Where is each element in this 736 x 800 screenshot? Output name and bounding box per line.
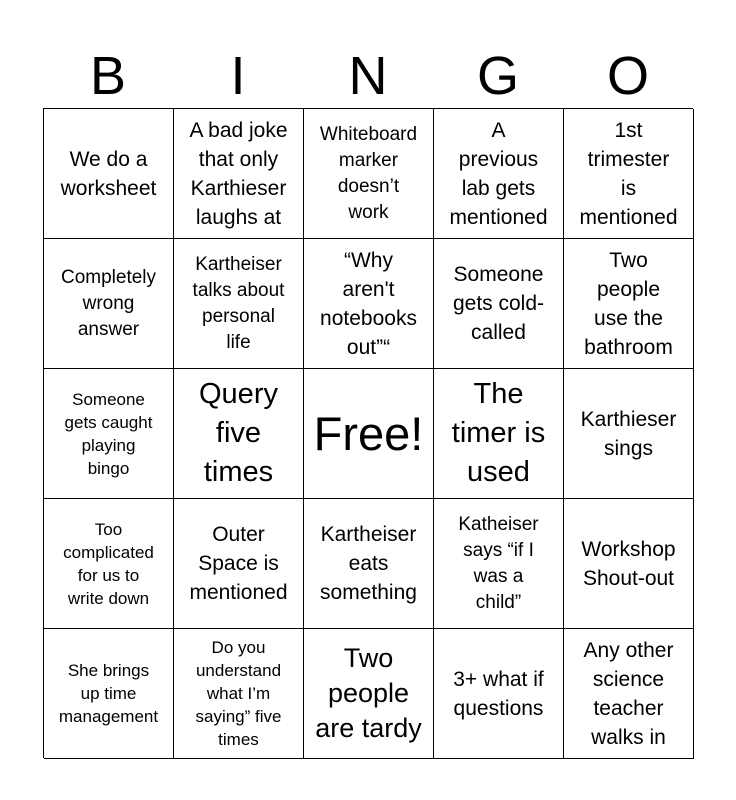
bingo-cell-r1c5[interactable] xyxy=(564,109,694,239)
header-letter-g: G xyxy=(476,46,519,106)
bingo-cell-text: Free! xyxy=(313,407,424,460)
bingo-cell-text: Outer Space is mentioned xyxy=(189,523,288,604)
bingo-cell-text: Karthieser sings xyxy=(580,407,677,460)
bingo-cell-r5c3[interactable] xyxy=(304,629,434,759)
bingo-cell-text: Two people use the bathroom xyxy=(584,248,673,359)
bingo-cell-text: Do you understand what I’m saying” five times xyxy=(195,638,282,749)
bingo-cell-text: Kartheiser talks about personal life xyxy=(192,253,285,353)
bingo-cell-text: Too complicated for us to write down xyxy=(63,519,154,608)
bingo-cell-r5c5[interactable] xyxy=(564,629,694,759)
bingo-cell-text: A previous lab gets mentioned xyxy=(449,118,548,229)
bingo-cell-r1c2[interactable] xyxy=(174,109,304,239)
bingo-cell-r2c2[interactable] xyxy=(174,239,304,369)
header-letter-i: I xyxy=(230,46,246,106)
bingo-cell-r1c4[interactable] xyxy=(434,109,564,239)
bingo-cell-text: Whiteboard marker doesn’t work xyxy=(319,123,418,223)
bingo-cell-text: Query five times xyxy=(199,378,278,488)
bingo-cell-r5c4[interactable] xyxy=(434,629,564,759)
bingo-cell-r4c2[interactable] xyxy=(174,499,304,629)
bingo-cell-r5c2[interactable] xyxy=(174,629,304,759)
bingo-cell-text: Completely wrong answer xyxy=(60,266,157,340)
bingo-cell-text: Two people are tardy xyxy=(315,643,422,743)
bingo-cell-r3c4[interactable] xyxy=(434,369,564,499)
bingo-cell-r1c3[interactable] xyxy=(304,109,434,239)
bingo-cell-text: Someone gets cold- called xyxy=(452,263,545,344)
bingo-cell-r3c1[interactable] xyxy=(44,369,174,499)
bingo-cell-r3c2[interactable] xyxy=(174,369,304,499)
header-letter-n: N xyxy=(348,46,388,106)
bingo-cell-free[interactable] xyxy=(304,369,434,499)
bingo-cell-r1c1[interactable] xyxy=(44,109,174,239)
bingo-cell-r2c1[interactable] xyxy=(44,239,174,369)
bingo-cell-r4c1[interactable] xyxy=(44,499,174,629)
bingo-cell-r3c5[interactable] xyxy=(564,369,694,499)
bingo-cell-text: 1st trimester is mentioned xyxy=(579,118,678,229)
bingo-cell-text: “Why aren't notebooks out”“ xyxy=(320,248,417,359)
bingo-cell-text: Kartheiser eats something xyxy=(320,523,417,604)
bingo-cell-r2c3[interactable] xyxy=(304,239,434,369)
header-letter-o: O xyxy=(606,46,649,106)
bingo-cell-r4c4[interactable] xyxy=(434,499,564,629)
bingo-cell-r4c5[interactable] xyxy=(564,499,694,629)
header-letter-b: B xyxy=(89,46,127,106)
bingo-cell-r2c4[interactable] xyxy=(434,239,564,369)
bingo-cell-text: 3+ what if questions xyxy=(453,667,544,720)
bingo-cell-text: She brings up time management xyxy=(58,661,159,726)
bingo-cell-text: Someone gets caught playing bingo xyxy=(64,389,153,478)
bingo-cell-text: Katheiser says “if I was a child” xyxy=(458,513,539,613)
bingo-cell-text: A bad joke that only Karthieser laughs at xyxy=(189,118,288,229)
bingo-cell-r5c1[interactable] xyxy=(44,629,174,759)
bingo-board xyxy=(43,108,693,758)
bingo-cell-r2c5[interactable] xyxy=(564,239,694,369)
bingo-cell-text: Workshop Shout-out xyxy=(581,537,676,590)
bingo-cell-r4c3[interactable] xyxy=(304,499,434,629)
bingo-header xyxy=(43,40,693,108)
bingo-cell-text: We do a worksheet xyxy=(60,147,157,200)
bingo-cell-text: Any other science teacher walks in xyxy=(583,638,674,749)
bingo-cell-text: The timer is used xyxy=(451,378,546,488)
